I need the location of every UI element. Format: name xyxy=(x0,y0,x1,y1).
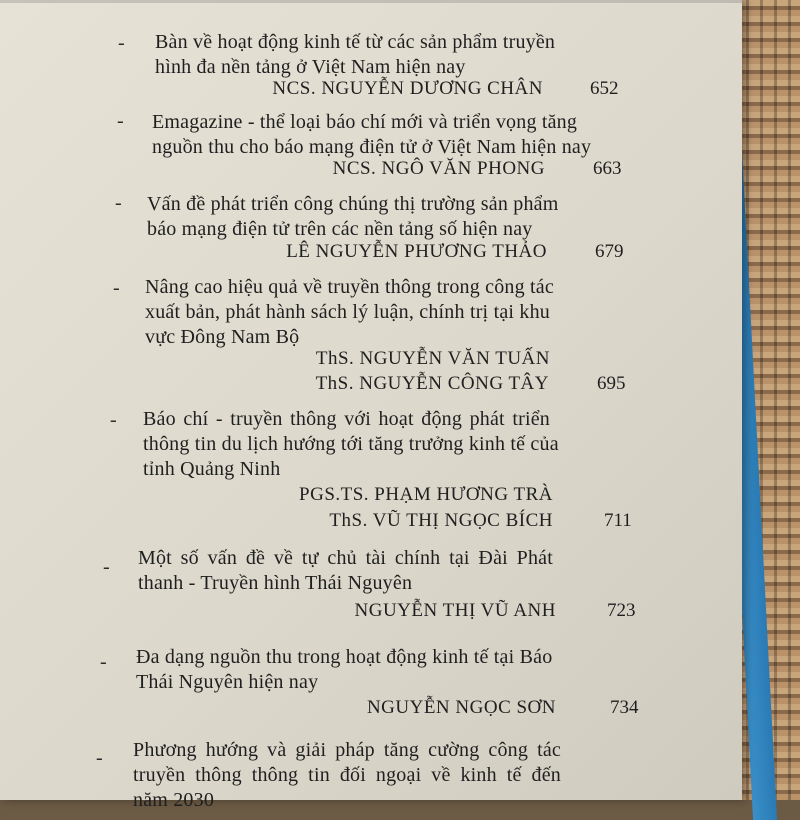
entry-title-line: báo mạng điện tử trên các nền tảng số hiện nay xyxy=(147,218,533,240)
entry-bullet-dash: - xyxy=(115,192,122,214)
entry-title-line: hình đa nền tảng ở Việt Nam hiện nay xyxy=(155,56,466,78)
entry-title-line: Emagazine - thể loại báo chí mới và triển vọng tăng xyxy=(152,111,578,133)
entry-author: NGUYỄN NGỌC SƠN xyxy=(366,697,556,718)
entry-author: NGUYỄN THỊ VŨ ANH xyxy=(354,600,556,621)
entry-page-number: 652 xyxy=(590,78,619,99)
entry-author: ThS. NGUYỄN CÔNG TÂY xyxy=(315,373,549,394)
entry-title-line: thanh - Truyền hình Thái Nguyên xyxy=(138,572,413,594)
entry-author: NCS. NGÔ VĂN PHONG xyxy=(332,158,545,179)
entry-bullet-dash: - xyxy=(118,32,125,54)
entry-title-line: tỉnh Quảng Ninh xyxy=(143,458,281,480)
entry-author: ThS. NGUYỄN VĂN TUẤN xyxy=(315,348,550,369)
entry-bullet-dash: - xyxy=(103,556,110,578)
entry-bullet-dash: - xyxy=(110,409,117,431)
entry-title-line: truyền thông thông tin đối ngoại về kinh tế đến xyxy=(133,764,561,786)
entry-title-line: Bàn về hoạt động kinh tế từ các sản phẩm truyền xyxy=(155,31,556,53)
entry-author: NCS. NGUYỄN DƯƠNG CHÂN xyxy=(272,78,543,99)
entry-title-line: Thái Nguyên hiện nay xyxy=(136,671,319,693)
entry-title-line: thông tin du lịch hướng tới tăng trưởng kinh tế của xyxy=(143,433,559,455)
entry-title-line: Nâng cao hiệu quả về truyền thông trong công tác xyxy=(145,276,554,298)
entry-title-line: Vấn đề phát triển công chúng thị trường sản phẩm xyxy=(147,193,559,215)
entry-page-number: 663 xyxy=(593,158,622,179)
entry-title-line: năm 2030 xyxy=(133,789,215,811)
entry-title-line: Một số vấn đề về tự chủ tài chính tại Đài Phát xyxy=(138,547,553,569)
entry-title-line: vực Đông Nam Bộ xyxy=(145,326,300,348)
entry-title-line: Đa dạng nguồn thu trong hoạt động kinh tế tại Báo xyxy=(136,646,553,668)
entry-bullet-dash: - xyxy=(113,277,120,299)
entry-author: ThS. VŨ THỊ NGỌC BÍCH xyxy=(329,510,553,531)
entry-title-line: xuất bản, phát hành sách lý luận, chính trị tại khu xyxy=(145,301,550,323)
entry-page-number: 734 xyxy=(610,697,639,718)
entry-title-line: Phương hướng và giải pháp tăng cường công tác xyxy=(133,739,561,761)
entry-title-line: Báo chí - truyền thông với hoạt động phát triển xyxy=(143,408,550,430)
entry-bullet-dash: - xyxy=(100,651,107,673)
entry-title-line: nguồn thu cho báo mạng điện tử ở Việt Nam hiện nay xyxy=(152,136,592,158)
entry-author: PGS.TS. PHẠM HƯƠNG TRÀ xyxy=(299,484,553,505)
entry-bullet-dash: - xyxy=(96,747,103,769)
entry-page-number: 695 xyxy=(597,373,626,394)
entry-page-number: 679 xyxy=(595,241,624,262)
entry-page-number: 723 xyxy=(607,600,636,621)
entry-author: LÊ NGUYỄN PHƯƠNG THẢO xyxy=(286,241,547,262)
entry-bullet-dash: - xyxy=(117,110,124,132)
entry-page-number: 711 xyxy=(604,510,632,531)
